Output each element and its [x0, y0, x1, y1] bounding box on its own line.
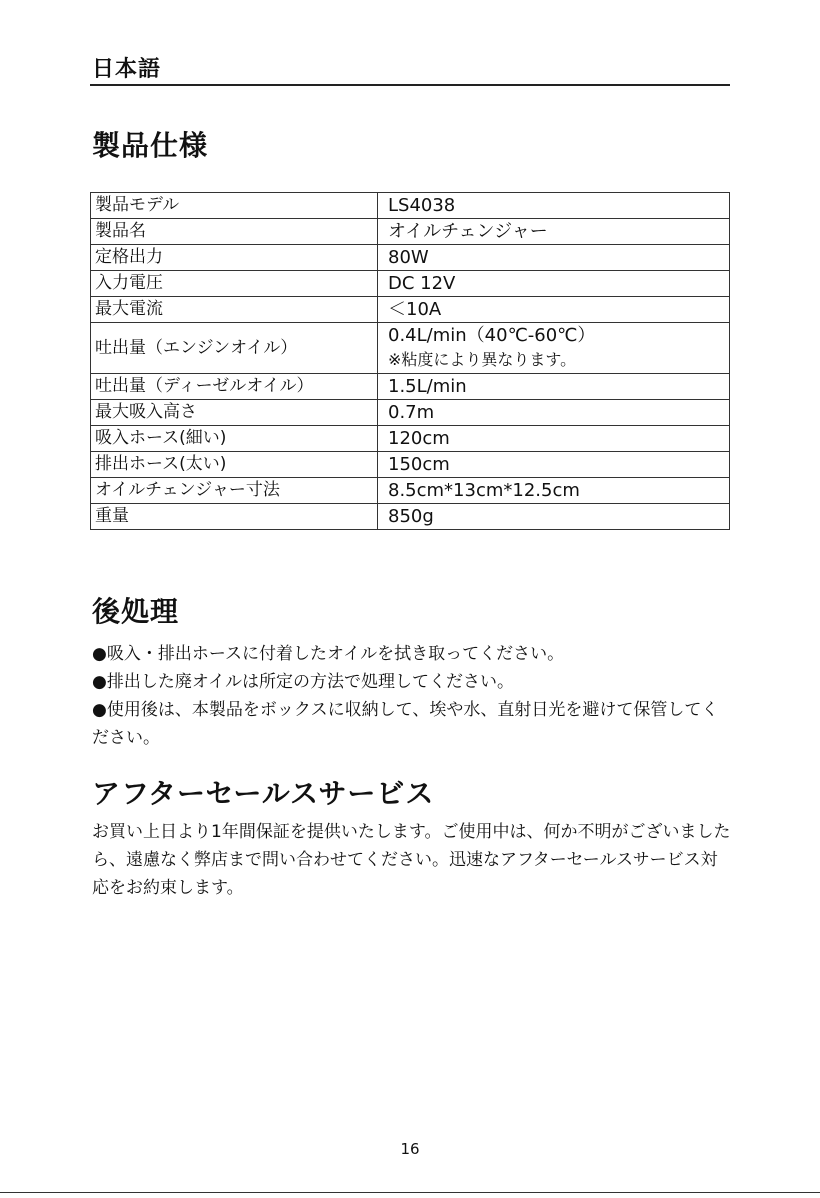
spec-label: 入力電圧 [91, 271, 378, 297]
spec-value: 0.7m [388, 402, 435, 423]
spec-value: 120cm [388, 428, 450, 449]
post-processing-item: ●排出した廃オイルは所定の方法で処理してください。 [92, 672, 514, 692]
post-processing-item: ●使用後は、本製品をボックスに収納して、埃や水、直射日光を避けて保管してください。 [92, 700, 719, 748]
spec-value: 0.4L/min（40℃-60℃） [388, 325, 596, 346]
footer-divider [0, 1192, 820, 1193]
spec-label: 吐出量（エンジンオイル） [91, 323, 378, 374]
after-sales-text: お買い上日より1年間保証を提供いたします。ご使用中は、何か不明がございましたら、遠慮なく弊店まで問い合わせてください。迅速なアフターセールスサービス対応をお約束します。 [92, 822, 731, 898]
post-processing-heading: 後処理 [92, 595, 180, 628]
spec-value: ＜10A [388, 299, 442, 320]
spec-row [91, 271, 730, 297]
page-number: 16 [400, 1140, 420, 1158]
spec-value: LS4038 [388, 195, 456, 216]
language-title: 日本語 [92, 57, 162, 82]
spec-row [91, 297, 730, 323]
spec-value-cell [378, 219, 730, 245]
spec-label: 排出ホース(太い) [91, 452, 378, 478]
spec-row [91, 504, 730, 530]
spec-value-cell [378, 374, 730, 400]
spec-row [91, 219, 730, 245]
spec-label: 重量 [91, 504, 378, 530]
spec-row [91, 323, 730, 374]
spec-table [90, 192, 730, 530]
spec-value: オイルチェンジャー [388, 221, 548, 242]
spec-note: ※粘度により異なります。 [388, 350, 577, 369]
spec-label: 最大吸入高さ [91, 400, 378, 426]
spec-value-cell [378, 400, 730, 426]
spec-value-cell [378, 297, 730, 323]
spec-label: 製品名 [91, 219, 378, 245]
spec-heading: 製品仕様 [92, 129, 209, 162]
spec-label: 最大電流 [91, 297, 378, 323]
spec-row [91, 400, 730, 426]
spec-row [91, 452, 730, 478]
spec-label: 吐出量（ディーゼルオイル） [91, 374, 378, 400]
spec-value: 850g [388, 506, 434, 527]
spec-value-cell [378, 193, 730, 219]
post-processing-list [92, 640, 732, 752]
after-sales-heading: アフターセールスサービス [92, 777, 435, 810]
spec-row [91, 426, 730, 452]
spec-value-cell [378, 271, 730, 297]
spec-label: 製品モデル [91, 193, 378, 219]
spec-row [91, 245, 730, 271]
spec-value-cell [378, 452, 730, 478]
spec-value-cell [378, 504, 730, 530]
spec-row [91, 193, 730, 219]
spec-value-cell [378, 323, 730, 374]
spec-value-cell [378, 478, 730, 504]
spec-value: 1.5L/min [388, 376, 467, 397]
spec-value: 8.5cm*13cm*12.5cm [388, 480, 580, 501]
title-divider [90, 84, 730, 86]
spec-label: オイルチェンジャー寸法 [91, 478, 378, 504]
spec-label: 定格出力 [91, 245, 378, 271]
post-processing-item: ●吸入・排出ホースに付着したオイルを拭き取ってください。 [92, 644, 565, 664]
spec-value: DC 12V [388, 273, 456, 294]
spec-value-cell [378, 245, 730, 271]
spec-value-cell [378, 426, 730, 452]
spec-row [91, 478, 730, 504]
spec-value: 80W [388, 247, 429, 268]
spec-label: 吸入ホース(細い) [91, 426, 378, 452]
spec-row [91, 374, 730, 400]
spec-value: 150cm [388, 454, 450, 475]
